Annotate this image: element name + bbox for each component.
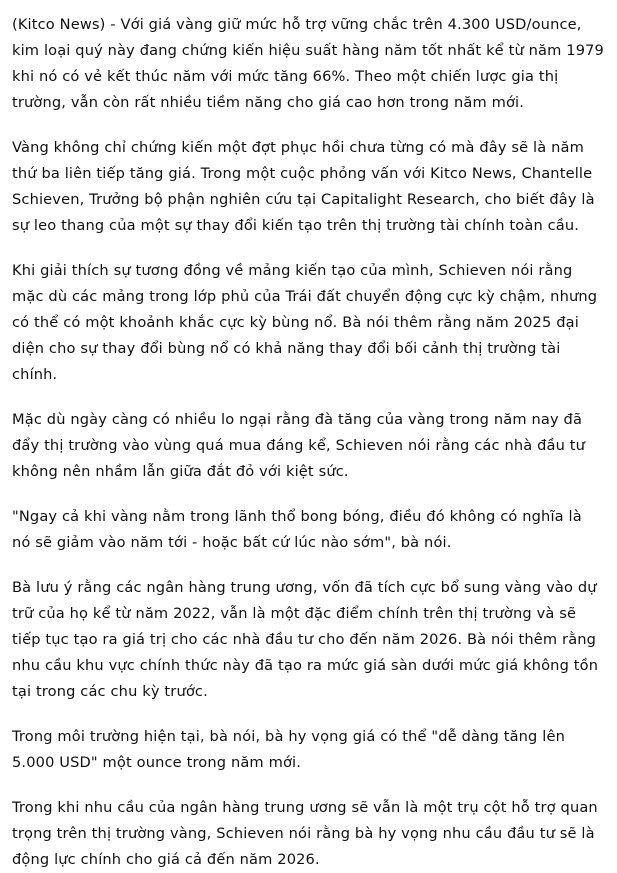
article-paragraph: (Kitco News) - Với giá vàng giữ mức hỗ trợ vững chắc trên 4.300 USD/ounce, kim loại quý này đang chứng kiến hiệu suất hàng năm tốt nhất kể từ năm 1979 khi nó có vẻ kết thúc năm với mức tăng 66%. Theo một chiến lược gia thị trường, vẫn còn rất nhiều tiềm năng cho giá cao hơn trong năm mới. bbox=[12, 16, 604, 111]
article-paragraph: Trong môi trường hiện tại, bà nói, bà hy vọng giá có thể "dễ dàng tăng lên 5.000 USD" một ounce trong năm mới. bbox=[12, 728, 565, 771]
article-paragraph: Trong khi nhu cầu của ngân hàng trung ương sẽ vẫn là một trụ cột hỗ trợ quan trọng trên thị trường vàng, Schieven nói rằng bà hy vọng nhu cầu đầu tư sẽ là động lực chính cho giá cả đến năm 2026. bbox=[12, 799, 598, 868]
article-paragraph: Bà lưu ý rằng các ngân hàng trung ương, vốn đã tích cực bổ sung vàng vào dự trữ của họ kể từ năm 2022, vẫn là một đặc điểm chính trên thị trường và sẽ tiếp tục tạo ra giá trị cho các nhà đầu tư cho đến năm 2026. Bà nói thêm rằng nhu cầu khu vực chính thức này đã tạo ra mức giá sàn dưới mức giá không tồn tại trong các chu kỳ trước. bbox=[12, 579, 599, 700]
article-paragraph: Khi giải thích sự tương đồng về mảng kiến tạo của mình, Schieven nói rằng mặc dù các mảng trong lớp phủ của Trái đất chuyển động cực kỳ chậm, nhưng có thể có một khoảnh khắc cực kỳ bùng nổ. Bà nói thêm rằng năm 2025 đại diện cho sự thay đổi bùng nổ có khả năng thay đổi bối cảnh thị trường tài chính. bbox=[12, 262, 598, 383]
article-paragraph: "Ngay cả khi vàng nằm trong lãnh thổ bong bóng, điều đó không có nghĩa là nó sẽ giảm vào năm tới - hoặc bất cứ lúc nào sớm", bà nói. bbox=[12, 508, 582, 551]
article-paragraph: Vàng không chỉ chứng kiến một đợt phục hồi chưa từng có mà đây sẽ là năm thứ ba liên tiếp tăng giá. Trong một cuộc phỏng vấn với Kitco News, Chantelle Schieven, Trưởng bộ phận nghiên cứu tại Capitalight Research, cho biết đây là sự leo thang của một sự thay đổi kiến tạo trên thị trường tài chính toàn cầu. bbox=[12, 139, 595, 234]
article-paragraph: Mặc dù ngày càng có nhiều lo ngại rằng đà tăng của vàng trong năm nay đã đẩy thị trường vào vùng quá mua đáng kể, Schieven nói rằng các nhà đầu tư không nên nhầm lẫn giữa đắt đỏ với kiệt sức. bbox=[12, 411, 586, 480]
